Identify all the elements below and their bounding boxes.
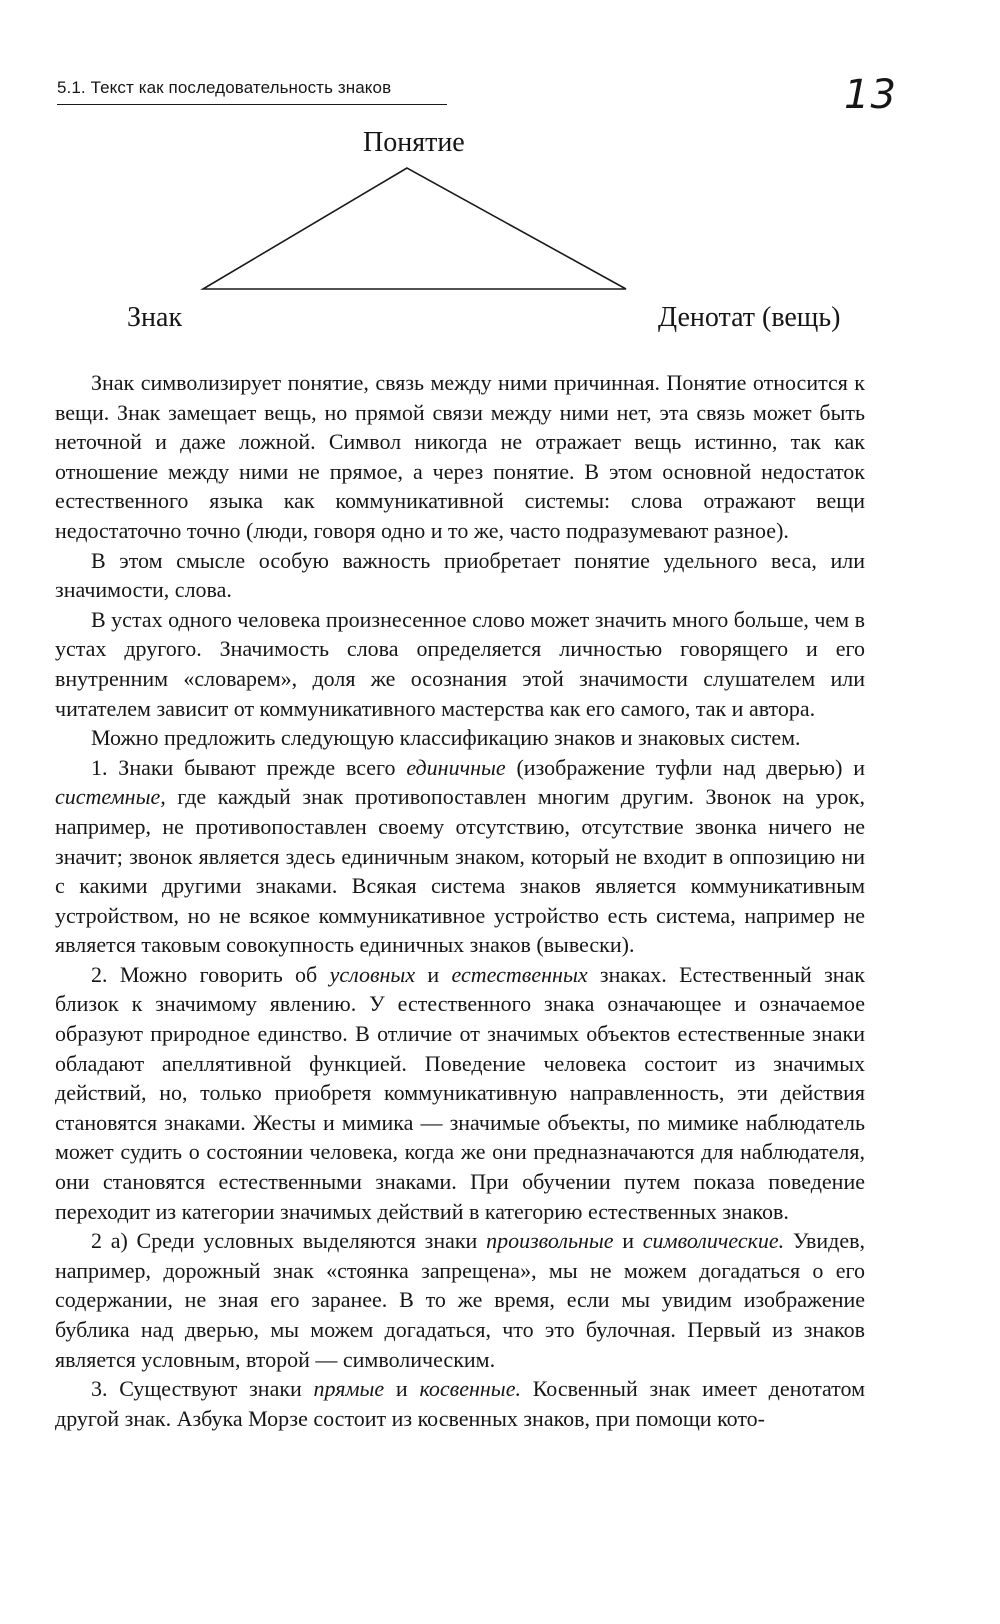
diagram-label-concept: Понятие	[363, 127, 465, 158]
paragraph	[55, 546, 865, 605]
paragraph	[55, 1226, 865, 1374]
triangle-graphic	[0, 0, 1000, 360]
text-run: 2. Можно говорить об	[91, 961, 330, 987]
text-run: Косвенный знак имеет денотатом другой знак. Азбука Морзе состоит из косвенных знаков, при помощи кото-	[55, 1376, 866, 1431]
text-run: и	[384, 1376, 420, 1402]
diagram-label-denotation: Денотат (вещь)	[658, 302, 841, 333]
text-run: 2 а) Среди условных выделяются знаки	[91, 1228, 487, 1254]
text-run: В этом смысле особую важность приобретает понятие удельного веса, или значимости, слова.	[55, 547, 865, 603]
paragraph	[55, 605, 865, 723]
semiotic-triangle-diagram	[0, 0, 1000, 360]
paragraph	[55, 723, 865, 753]
body-text	[55, 368, 865, 1433]
text-run: Можно предложить следующую классификацию знаков и знаковых систем.	[91, 725, 801, 751]
text-run: 3. Существуют знаки	[91, 1376, 314, 1402]
paragraph	[55, 1374, 865, 1433]
italic-term: символические.	[642, 1228, 785, 1254]
paragraph	[55, 368, 865, 546]
italic-term: единичные	[406, 754, 506, 780]
page-number: 13	[844, 72, 897, 118]
text-run: и	[613, 1228, 643, 1254]
paragraph	[55, 960, 865, 1226]
italic-term: естественных	[451, 961, 588, 987]
text-run: Знак символизирует понятие, связь между ними причинная. Понятие относится к вещи. Знак замещает вещь, но прямой связи между ними нет, эта связь может быть неточной и даже ложной. Символ никогда не отражает вещь истинно, так как отношение между ними не прямое, а через понятие. В этом основной недостаток естественного языка как коммуникативной системы: слова отражают вещи недостаточно точно (люди, говоря одно и то же, часто подразумевают разное).	[55, 370, 865, 543]
text-run: Увидев, например, дорожный знак «стоянка запрещена», мы не можем догадаться о его содержании, не зная его заранее. В то же время, если мы увидим изображение бублика над дверью, мы можем догадаться, что это булочная. Первый из знаков является условным, второй — символическим.	[55, 1228, 865, 1372]
diagram-label-sign: Знак	[127, 302, 183, 333]
italic-term: прямые	[313, 1376, 385, 1402]
text-run: (изображение туфли над дверью) и	[505, 754, 865, 780]
paragraph	[55, 753, 865, 960]
running-head: 5.1. Текст как последовательность знаков	[57, 78, 447, 105]
text-run: и	[415, 961, 452, 987]
italic-term: системные,	[55, 784, 166, 810]
italic-term: произвольные	[486, 1228, 614, 1254]
text-run: знаках. Естественный знак близок к значимому явлению. У естественного знака означающее и означаемое образуют природное единство. В отличие от значимых объектов естественные знаки обладают апеллятивной функцией. Поведение человека состоит из значимых действий, но, только приобретя коммуникативную направленность, эти действия становятся знаками. Жесты и мимика — значимые объекты, по мимике наблюдатель может судить о состоянии человека, когда же они предназначаются для наблюдателя, они становятся естественными знаками. При обучении путем показа поведение переходит из категории значимых действий в категорию естественных знаков.	[55, 961, 865, 1224]
triangle-shape	[203, 168, 626, 289]
text-run: В устах одного человека произнесенное слово может значить много больше, чем в устах другого. Значимость слова определяется личностью говорящего и его внутренним «словарем», доля же осознания этой значимости слушателем или читателем зависит от коммуникативного мастерства как его самого, так и автора.	[55, 606, 865, 721]
italic-term: косвенные.	[419, 1376, 521, 1402]
italic-term: условных	[329, 961, 416, 987]
text-run: 1. Знаки бывают прежде всего	[91, 754, 407, 780]
text-run: где каждый знак противопоставлен многим другим. Звонок на урок, например, не противопоставлен своему отсутствию, отсутствие звонка ничего не значит; звонок является здесь единичным знаком, который не входит в оппозицию ни с какими другими знаками. Всякая система знаков является коммуникативным устройством, но не всякое коммуникативное устройство есть система, например не является таковым совокупность единичных знаков (вывески).	[55, 784, 865, 958]
